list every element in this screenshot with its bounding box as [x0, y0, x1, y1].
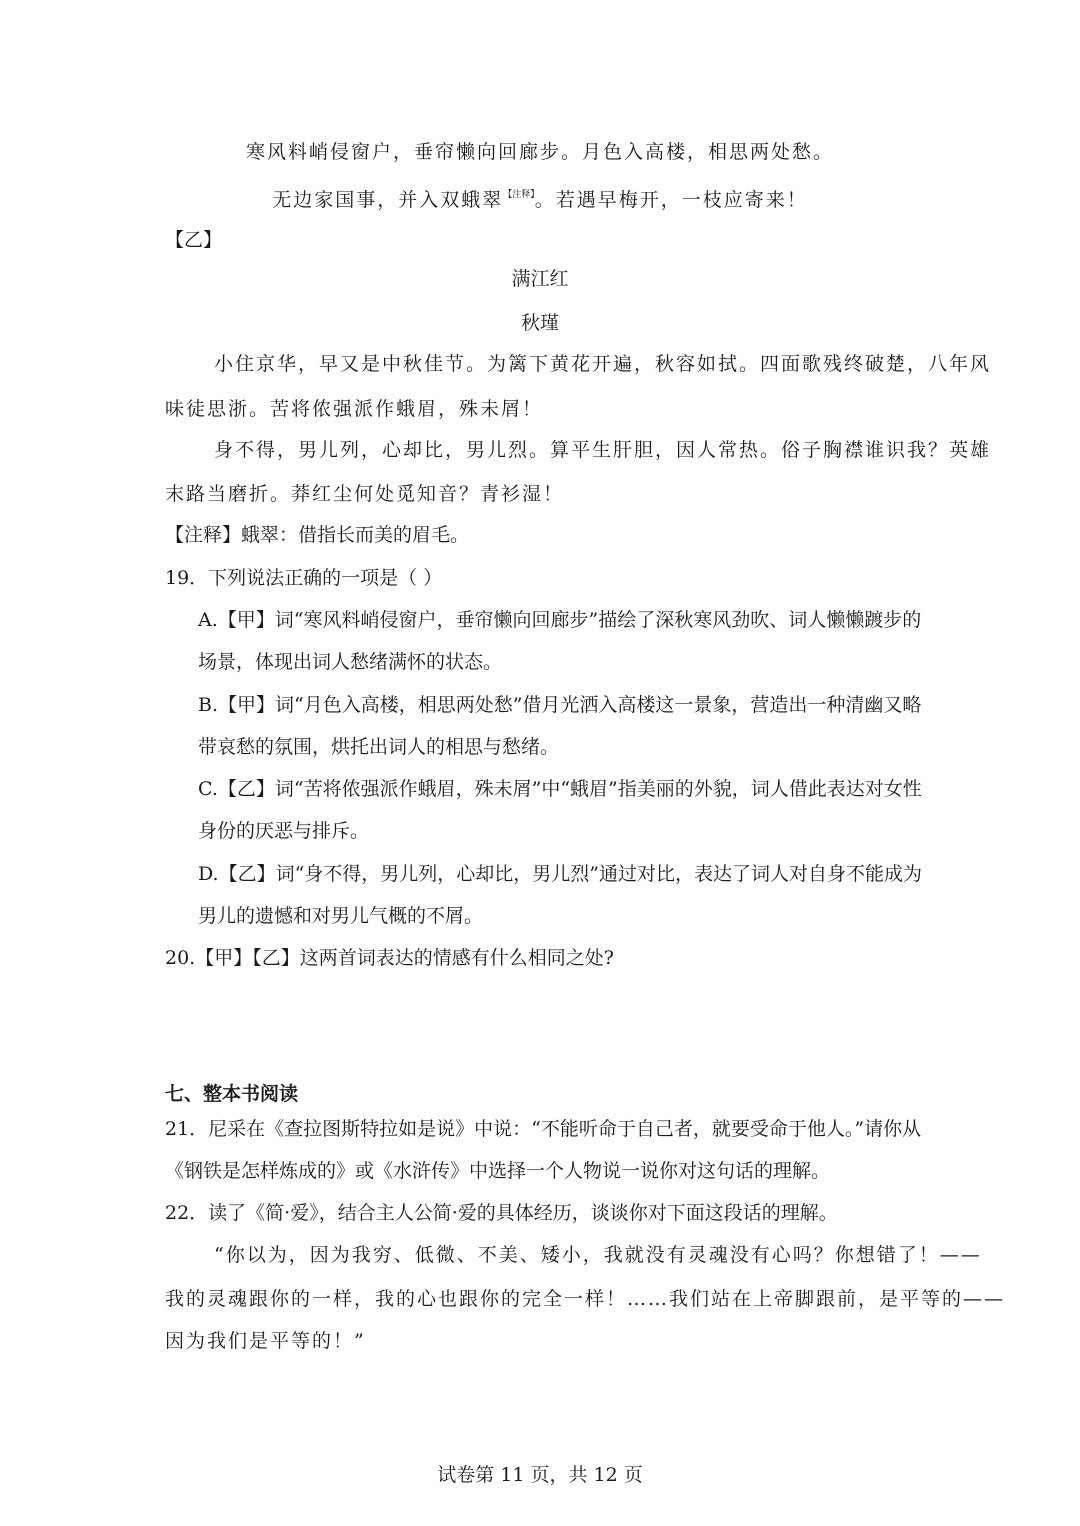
annotation: 【注释】蛾翠：借指长而美的眉毛。: [165, 524, 470, 546]
q19-option-c-line-2: 身份的厌恶与排斥。: [198, 820, 370, 842]
poem-yi-p1-line-1: 小住京华，早又是中秋佳节。为篱下黄花开遍，秋容如拭。四面歌残终破楚，八年风: [214, 353, 992, 375]
q21-line-1: 21．尼采在《查拉图斯特拉如是说》中说：“不能听命于自己者，就要受命于他人。”请你从: [165, 1118, 922, 1140]
poem-jia-line-2-start: 无边家国事，并入双蛾翠: [272, 189, 504, 211]
q22-quote-line-2: 我的灵魂跟你的一样，我的心也跟你的完全一样！……我们站在上帝脚跟前，是平等的——: [165, 1288, 1006, 1310]
poem-yi-p2-line-1: 身不得，男儿列，心却比，男儿烈。算平生肝胆，因人常热。俗子胸襟谁识我？英雄: [214, 439, 992, 461]
q19-option-d-line-1: D.【乙】词“身不得，男儿列，心却比，男儿烈”通过对比，表达了词人对自身不能成为: [198, 863, 923, 885]
q19-stem: 19．下列说法正确的一项是（ ）: [165, 567, 443, 589]
q22-quote-line-1: “你以为，因为我穷、低微、不美、矮小，我就没有灵魂没有心吗？你想错了！——: [214, 1244, 982, 1266]
poem-jia-line-1: 寒风料峭侵窗户，垂帘懒向回廊步。月色入高楼，相思两处愁。: [245, 141, 834, 163]
poem-jia-line-2-end: 。若遇早梅开，一枝应寄来！: [534, 189, 808, 211]
q19-option-a-line-1: A.【甲】词“寒风料峭侵窗户，垂帘懒向回廊步”描绘了深秋寒风劲吹、词人懒懒踱步的: [198, 609, 922, 631]
poem-yi-author: 秋瑾: [520, 312, 559, 334]
poem-jia-line-2: [0, 182, 1080, 213]
q19-option-d-line-2: 男儿的遗憾和对男儿气概的不屑。: [198, 905, 484, 927]
q19-option-b-line-1: B.【甲】词“月色入高楼，相思两处愁”借月光洒入高楼这一景象，营造出一种清幽又略: [198, 694, 922, 716]
section-heading: 七、整本书阅读: [165, 1083, 299, 1105]
poem-yi-p2-line-2: 末路当磨折。莽红尘何处觅知音？青衫湿！: [165, 483, 565, 505]
footnote-marker: 【注释】: [503, 190, 535, 200]
q22-quote-line-3: 因为我们是平等的！”: [165, 1330, 366, 1352]
poem-yi-marker: 【乙】: [165, 229, 223, 251]
q22-stem: 22．读了《简·爱》，结合主人公简·爱的具体经历，谈谈你对下面这段话的理解。: [165, 1202, 838, 1224]
q20-stem: 20.【甲】【乙】这两首词表达的情感有什么相同之处?: [165, 947, 614, 969]
q21-line-2: 《钢铁是怎样炼成的》或《水浒传》中选择一个人物说一说你对这句话的理解。: [165, 1160, 831, 1182]
q19-option-c-line-1: C.【乙】词“苦将侬强派作蛾眉，殊未屑”中“蛾眉”指美丽的外貌，词人借此表达对女性: [198, 778, 922, 800]
q19-option-b-line-2: 带哀愁的氛围，烘托出词人的相思与愁绪。: [198, 736, 560, 758]
page-number: 试卷第 11 页，共 12 页: [437, 1464, 643, 1486]
q19-option-a-line-2: 场景，体现出词人愁绪满怀的状态。: [198, 651, 503, 673]
poem-yi-title: 满江红: [511, 268, 569, 290]
poem-yi-p1-line-2: 味徒思浙。苦将侬强派作蛾眉，殊未屑！: [165, 398, 544, 420]
